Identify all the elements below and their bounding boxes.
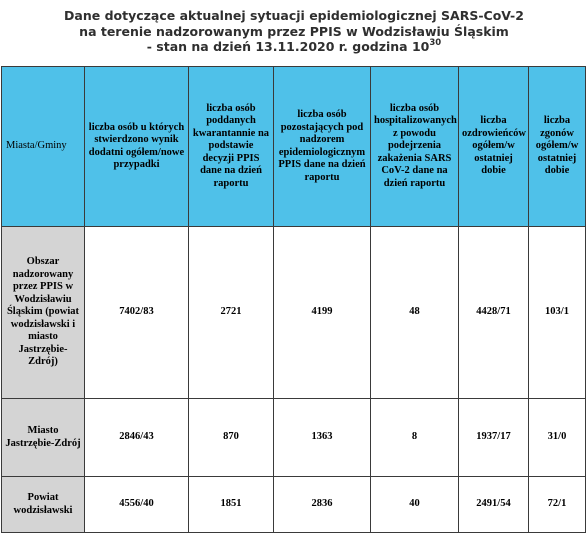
header-hospitalized: liczba osób hospitalizowanych z powodu podejrzenia zakażenia SARS CoV-2 dane na dzień raportu [371,67,459,227]
title-line-2: na terenie nadzorowanym przez PPIS w Wodzisławiu Śląskim [79,23,509,39]
surveillance-cell: 2836 [274,477,371,533]
deaths-cell: 72/1 [529,477,586,533]
header-positive: liczba osób u których stwierdzono wynik dodatni ogółem/nowe przypadki [85,67,189,227]
header-cities: Miasta/Gminy [2,67,85,227]
table-row [2,399,586,477]
header-quarantine: liczba osób poddanych kwarantannie na podstawie decyzji PPIS dane na dzień raportu [189,67,274,227]
title-line-3 [0,39,588,55]
region-cell: Obszar nadzorowany przez PPIS w Wodzisławiu Śląskim (powiat wodzisławski i miasto Jastrzębie-Zdrój) [2,227,85,399]
table-row [2,477,586,533]
deaths-cell: 103/1 [529,227,586,399]
recovered-cell: 2491/54 [459,477,529,533]
positive-cell: 2846/43 [85,399,189,477]
recovered-cell: 4428/71 [459,227,529,399]
surveillance-cell: 1363 [274,399,371,477]
quarantine-cell: 870 [189,399,274,477]
surveillance-cell: 4199 [274,227,371,399]
report-title [0,8,588,55]
hospitalized-cell: 8 [371,399,459,477]
region-cell: Powiat wodzisławski [2,477,85,533]
quarantine-cell: 1851 [189,477,274,533]
positive-cell: 7402/83 [85,227,189,399]
table-header-row [2,67,586,227]
deaths-cell: 31/0 [529,399,586,477]
positive-cell: 4556/40 [85,477,189,533]
quarantine-cell: 2721 [189,227,274,399]
header-surveillance: liczba osób pozostających pod nadzorem epidemiologicznym PPIS dane na dzień raportu [274,67,371,227]
table-row [2,227,586,399]
title-line-1: Dane dotyczące aktualnej sytuacji epidemiologicznej SARS-CoV-2 [64,8,524,23]
recovered-cell: 1937/17 [459,399,529,477]
title-hour-minutes: 30 [429,37,442,48]
region-cell: Miasto Jastrzębie-Zdrój [2,399,85,477]
hospitalized-cell: 48 [371,227,459,399]
hospitalized-cell: 40 [371,477,459,533]
title-line-3-text: - stan na dzień 13.11.2020 r. godzina 10 [146,39,430,54]
epidemic-data-table [1,66,586,533]
header-deaths: liczba zgonów ogółem/w ostatniej dobie [529,67,586,227]
header-recovered: liczba ozdrowieńców ogółem/w ostatniej dobie [459,67,529,227]
